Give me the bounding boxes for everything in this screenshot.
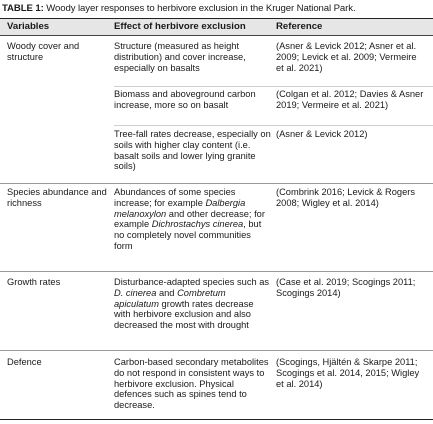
bottom-rule — [0, 419, 433, 420]
row-1-subdivider-1 — [114, 86, 433, 87]
row-2-effect-species-2: Dichrostachys cinerea — [151, 219, 244, 230]
header-reference: Reference — [276, 21, 323, 32]
row-3-effect-species-1: D. cinerea — [114, 287, 157, 298]
row-divider-3 — [0, 350, 433, 351]
row-4-effect: Carbon-based secondary metabolites do not respond in consistent ways to herbivore exclusion. Physical defences such as spines tend to decrease. — [114, 357, 269, 411]
table-title-label: TABLE 1: — [2, 3, 44, 14]
row-2-effect-text-2: and other decrease; for example — [114, 208, 265, 230]
row-2-reference: (Combrink 2016; Levick & Rogers 2008; Wigley et al. 2014) — [276, 187, 415, 208]
row-3-effect-text-3: growth rates decrease with herbivore exclusion and also decreased the most with drought — [114, 298, 254, 331]
row-1-variable: Woody cover and structure — [7, 41, 80, 62]
row-1-effect-2: Biomass and aboveground carbon increase, more so on basalt — [114, 89, 256, 110]
row-4-reference: (Scogings, Hjältén & Skarpe 2011; Scogings et al. 2014, 2015; Wigley et al. 2014) — [276, 357, 420, 389]
row-2-effect — [114, 187, 272, 252]
table-title — [2, 3, 356, 14]
row-2-effect-species-1: Dalbergia melanoxylon — [114, 197, 246, 219]
row-1-effect-1: Structure (measured as height distribution) and cover increase, especially on basalts — [114, 41, 246, 73]
row-divider-1 — [0, 183, 433, 184]
row-1-reference-3: (Asner & Levick 2012) — [276, 129, 368, 139]
row-3-effect-species-2: Combretum apiculatum — [114, 287, 226, 309]
row-4-variable: Defence — [7, 357, 42, 367]
row-2-variable: Species abundance and richness — [7, 187, 107, 208]
row-3-effect-text-2: and — [156, 287, 178, 298]
top-rule — [0, 18, 433, 19]
row-3-reference: (Case et al. 2019; Scogings 2011; Scogings 2014) — [276, 277, 416, 298]
table-title-text: Woody layer responses to herbivore exclusion in the Kruger National Park. — [43, 3, 356, 14]
row-3-variable: Growth rates — [7, 277, 61, 287]
table-header-row — [0, 18, 433, 36]
row-1-reference-1: (Asner & Levick 2012; Asner et al. 2009; Levick et al. 2009; Vermeire et al. 2021) — [276, 41, 417, 73]
header-effect: Effect of herbivore exclusion — [114, 21, 246, 32]
row-1-effect-3: Tree-fall rates decrease, especially on soils with higher clay content (i.e. basalt soils and lower lying granite soils) — [114, 129, 271, 172]
row-1-reference-2: (Colgan et al. 2012; Davies & Asner 2019; Vermeire et al. 2021) — [276, 89, 424, 110]
row-divider-2 — [0, 271, 433, 272]
row-3-effect — [114, 277, 272, 331]
row-3-effect-text-1: Disturbance-adapted species such as — [114, 277, 270, 287]
row-2-effect-text-1: Abundances of some species increase; for example — [114, 187, 236, 208]
header-variables: Variables — [7, 21, 50, 32]
row-1-subdivider-2 — [114, 125, 433, 126]
row-2-effect-text-3: , but no completely novel communities form — [114, 219, 262, 251]
